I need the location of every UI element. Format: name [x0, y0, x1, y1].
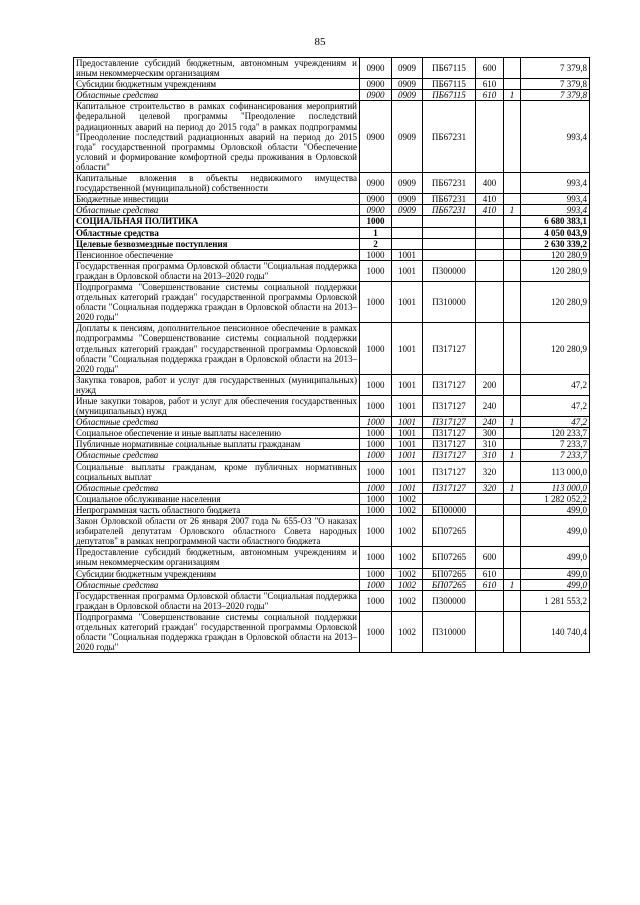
row-name-cell: Социальное обеспечение и иные выплаты населению — [74, 428, 360, 439]
subsection-code-cell: 1001 — [392, 450, 423, 461]
funding-source-cell — [504, 194, 521, 205]
expense-type-cell: 600 — [476, 547, 504, 568]
amount-cell: 2 630 339,2 — [521, 238, 590, 249]
subsection-code-cell — [392, 227, 423, 238]
amount-cell: 499,0 — [521, 579, 590, 590]
expense-type-cell — [476, 323, 504, 374]
table-row — [74, 493, 590, 504]
section-code-cell: 1000 — [360, 281, 392, 322]
expense-type-cell — [476, 101, 504, 173]
funding-source-cell — [504, 428, 521, 439]
amount-cell: 47,2 — [521, 374, 590, 395]
budget-table — [73, 57, 590, 653]
target-article-cell: П310000 — [423, 281, 476, 322]
table-row — [74, 374, 590, 395]
funding-source-cell: 1 — [504, 90, 521, 101]
section-code-cell: 0900 — [360, 58, 392, 79]
expense-type-cell: 300 — [476, 428, 504, 439]
subsection-code-cell: 1001 — [392, 461, 423, 482]
table-row — [74, 611, 590, 652]
funding-source-cell: 1 — [504, 417, 521, 428]
amount-cell: 993,4 — [521, 173, 590, 194]
section-code-cell: 1000 — [360, 504, 392, 515]
subsection-code-cell: 0909 — [392, 173, 423, 194]
row-name-cell: Областные средства — [74, 205, 360, 216]
row-name-cell: Публичные нормативные социальные выплаты гражданам — [74, 439, 360, 450]
section-code-cell: 0900 — [360, 205, 392, 216]
funding-source-cell — [504, 323, 521, 374]
section-code-cell: 1000 — [360, 611, 392, 652]
amount-cell: 1 282 052,2 — [521, 493, 590, 504]
amount-cell: 120 280,9 — [521, 260, 590, 281]
funding-source-cell — [504, 227, 521, 238]
page-number: 85 — [314, 36, 326, 48]
subsection-code-cell: 0909 — [392, 101, 423, 173]
table-row — [74, 504, 590, 515]
subsection-code-cell: 1002 — [392, 579, 423, 590]
subsection-code-cell: 1001 — [392, 323, 423, 374]
section-code-cell: 2 — [360, 238, 392, 249]
row-name-cell: Подпрограмма "Совершенствование системы социальной поддержки отдельных категорий граждан" государственной программы Орловской области "Социальная поддержка граждан в Орловской области на 2013–2020 годы" — [74, 281, 360, 322]
row-name-cell: Субсидии бюджетным учреждениям — [74, 568, 360, 579]
row-name-cell: Иные закупки товаров, работ и услуг для обеспечения государственных (муниципальных) нужд — [74, 396, 360, 417]
amount-cell: 993,4 — [521, 101, 590, 173]
row-name-cell: Подпрограмма "Совершенствование системы социальной поддержки отдельных категорий граждан" государственной программы Орловской области "Социальная поддержка граждан в Орловской области на 2013–2020 годы" — [74, 611, 360, 652]
section-code-cell: 1000 — [360, 417, 392, 428]
subsection-code-cell: 1001 — [392, 249, 423, 260]
funding-source-cell: 1 — [504, 482, 521, 493]
row-name-cell: Непрограммная часть областного бюджета — [74, 504, 360, 515]
subsection-code-cell: 0909 — [392, 205, 423, 216]
funding-source-cell: 1 — [504, 579, 521, 590]
amount-cell: 499,0 — [521, 516, 590, 547]
funding-source-cell — [504, 439, 521, 450]
funding-source-cell — [504, 173, 521, 194]
table-row — [74, 516, 590, 547]
subsection-code-cell: 1001 — [392, 482, 423, 493]
funding-source-cell — [504, 374, 521, 395]
section-code-cell: 0900 — [360, 79, 392, 90]
target-article-cell: ПБ67115 — [423, 79, 476, 90]
table-row — [74, 579, 590, 590]
funding-source-cell — [504, 568, 521, 579]
amount-cell: 120 280,9 — [521, 281, 590, 322]
target-article-cell: ПБ67231 — [423, 101, 476, 173]
subsection-code-cell — [392, 216, 423, 227]
amount-cell: 120 233,7 — [521, 428, 590, 439]
expense-type-cell: 310 — [476, 439, 504, 450]
target-article-cell: П317127 — [423, 417, 476, 428]
expense-type-cell — [476, 504, 504, 515]
expense-type-cell — [476, 590, 504, 611]
row-name-cell: Областные средства — [74, 227, 360, 238]
table-row — [74, 216, 590, 227]
section-code-cell: 1000 — [360, 516, 392, 547]
expense-type-cell — [476, 281, 504, 322]
funding-source-cell — [504, 58, 521, 79]
target-article-cell — [423, 249, 476, 260]
table-row — [74, 281, 590, 322]
section-code-cell: 1000 — [360, 568, 392, 579]
table-row — [74, 101, 590, 173]
table-row — [74, 428, 590, 439]
target-article-cell: ПБ67115 — [423, 90, 476, 101]
row-name-cell: Областные средства — [74, 417, 360, 428]
section-code-cell: 0900 — [360, 90, 392, 101]
row-name-cell: Областные средства — [74, 90, 360, 101]
section-code-cell: 1000 — [360, 450, 392, 461]
subsection-code-cell: 1001 — [392, 417, 423, 428]
amount-cell: 140 740,4 — [521, 611, 590, 652]
amount-cell: 993,4 — [521, 205, 590, 216]
row-name-cell: Областные средства — [74, 450, 360, 461]
target-article-cell: П317127 — [423, 374, 476, 395]
target-article-cell: П317127 — [423, 323, 476, 374]
target-article-cell: ПБ67231 — [423, 205, 476, 216]
subsection-code-cell: 1002 — [392, 493, 423, 504]
row-name-cell: Социальные выплаты гражданам, кроме публичных нормативных социальных выплат — [74, 461, 360, 482]
target-article-cell: ПБ67231 — [423, 194, 476, 205]
subsection-code-cell: 1001 — [392, 260, 423, 281]
table-row — [74, 260, 590, 281]
row-name-cell: Областные средства — [74, 579, 360, 590]
section-code-cell: 1000 — [360, 374, 392, 395]
target-article-cell: П317127 — [423, 428, 476, 439]
expense-type-cell — [476, 493, 504, 504]
amount-cell: 7 379,8 — [521, 79, 590, 90]
funding-source-cell: 1 — [504, 450, 521, 461]
expense-type-cell — [476, 227, 504, 238]
row-name-cell: Предоставление субсидий бюджетным, автономным учреждениям и иным некоммерческим организациям — [74, 547, 360, 568]
funding-source-cell — [504, 590, 521, 611]
expense-type-cell — [476, 216, 504, 227]
row-name-cell: Субсидии бюджетным учреждениям — [74, 79, 360, 90]
expense-type-cell — [476, 238, 504, 249]
amount-cell: 1 281 553,2 — [521, 590, 590, 611]
section-code-cell: 1000 — [360, 249, 392, 260]
amount-cell: 113 000,0 — [521, 461, 590, 482]
subsection-code-cell: 0909 — [392, 194, 423, 205]
section-code-cell: 1000 — [360, 547, 392, 568]
expense-type-cell: 200 — [476, 374, 504, 395]
row-name-cell: Социальное обслуживание населения — [74, 493, 360, 504]
funding-source-cell — [504, 504, 521, 515]
expense-type-cell: 600 — [476, 58, 504, 79]
target-article-cell — [423, 238, 476, 249]
target-article-cell: П317127 — [423, 439, 476, 450]
funding-source-cell — [504, 249, 521, 260]
row-name-cell: Закупка товаров, работ и услуг для государственных (муниципальных) нужд — [74, 374, 360, 395]
subsection-code-cell: 1001 — [392, 281, 423, 322]
expense-type-cell — [476, 260, 504, 281]
row-name-cell: Доплаты к пенсиям, дополнительное пенсионное обеспечение в рамках подпрограммы "Совершенствование системы социальной поддержки отдельных категорий граждан" государственной программы Орловской области "Социальная поддержка граждан в Орловской области на 2013–2020 годы" — [74, 323, 360, 374]
expense-type-cell: 610 — [476, 568, 504, 579]
table-row — [74, 547, 590, 568]
funding-source-cell — [504, 260, 521, 281]
amount-cell: 7 233,7 — [521, 450, 590, 461]
table-row — [74, 194, 590, 205]
expense-type-cell: 410 — [476, 205, 504, 216]
subsection-code-cell: 1001 — [392, 396, 423, 417]
section-code-cell: 1000 — [360, 260, 392, 281]
subsection-code-cell: 1001 — [392, 428, 423, 439]
funding-source-cell — [504, 216, 521, 227]
target-article-cell: ПБ67231 — [423, 173, 476, 194]
target-article-cell: БП07265 — [423, 579, 476, 590]
table-row — [74, 90, 590, 101]
amount-cell: 6 680 383,1 — [521, 216, 590, 227]
funding-source-cell — [504, 516, 521, 547]
amount-cell: 499,0 — [521, 547, 590, 568]
target-article-cell: П317127 — [423, 450, 476, 461]
row-name-cell: Предоставление субсидий бюджетным, автономным учреждениям и иным некоммерческим организациям — [74, 58, 360, 79]
row-name-cell: СОЦИАЛЬНАЯ ПОЛИТИКА — [74, 216, 360, 227]
table-row — [74, 249, 590, 260]
funding-source-cell — [504, 611, 521, 652]
expense-type-cell — [476, 516, 504, 547]
section-code-cell: 1000 — [360, 216, 392, 227]
funding-source-cell: 1 — [504, 205, 521, 216]
section-code-cell: 1000 — [360, 482, 392, 493]
section-code-cell: 1000 — [360, 396, 392, 417]
table-row — [74, 439, 590, 450]
table-row — [74, 58, 590, 79]
section-code-cell: 1000 — [360, 590, 392, 611]
target-article-cell: П317127 — [423, 396, 476, 417]
amount-cell: 4 050 043,9 — [521, 227, 590, 238]
subsection-code-cell: 1002 — [392, 516, 423, 547]
subsection-code-cell: 1002 — [392, 568, 423, 579]
amount-cell: 120 280,9 — [521, 249, 590, 260]
subsection-code-cell: 0909 — [392, 79, 423, 90]
amount-cell: 120 280,9 — [521, 323, 590, 374]
target-article-cell: БП07265 — [423, 516, 476, 547]
target-article-cell: БП00000 — [423, 504, 476, 515]
target-article-cell — [423, 227, 476, 238]
row-name-cell: Государственная программа Орловской области "Социальная поддержка граждан в Орловской области на 2013–2020 годы" — [74, 590, 360, 611]
table-row — [74, 205, 590, 216]
expense-type-cell: 610 — [476, 79, 504, 90]
funding-source-cell — [504, 101, 521, 173]
subsection-code-cell: 1001 — [392, 439, 423, 450]
row-name-cell: Закон Орловской области от 26 января 2007 года № 655-ОЗ "О наказах избирателей депутатам Орловского областного Совета народных депутатов" в рамках непрограммной части областного бюджета — [74, 516, 360, 547]
amount-cell: 113 000,0 — [521, 482, 590, 493]
section-code-cell: 1 — [360, 227, 392, 238]
expense-type-cell: 240 — [476, 396, 504, 417]
row-name-cell: Государственная программа Орловской области "Социальная поддержка граждан в Орловской области на 2013–2020 годы" — [74, 260, 360, 281]
subsection-code-cell: 0909 — [392, 58, 423, 79]
expense-type-cell — [476, 249, 504, 260]
amount-cell: 47,2 — [521, 417, 590, 428]
section-code-cell: 1000 — [360, 428, 392, 439]
target-article-cell: П310000 — [423, 611, 476, 652]
funding-source-cell — [504, 238, 521, 249]
section-code-cell: 1000 — [360, 439, 392, 450]
expense-type-cell: 310 — [476, 450, 504, 461]
section-code-cell: 1000 — [360, 323, 392, 374]
section-code-cell: 0900 — [360, 101, 392, 173]
target-article-cell: П317127 — [423, 482, 476, 493]
row-name-cell: Пенсионное обеспечение — [74, 249, 360, 260]
table-row — [74, 461, 590, 482]
target-article-cell: БП07265 — [423, 547, 476, 568]
target-article-cell: БП07265 — [423, 568, 476, 579]
funding-source-cell — [504, 281, 521, 322]
expense-type-cell: 400 — [476, 173, 504, 194]
row-name-cell: Целевые безвозмездные поступления — [74, 238, 360, 249]
row-name-cell: Капитальное строительство в рамках софинансирования мероприятий федеральной целевой программы "Преодоление последствий радиационных аварий на период до 2015 года" в рамках подпрограммы "Преодоление последствий радиационных аварий на период до 2015 года" государственной программы Орловской области "Обеспечение условий и формирование комфортной среды проживания в Орловской области" — [74, 101, 360, 173]
amount-cell: 993,4 — [521, 194, 590, 205]
funding-source-cell — [504, 461, 521, 482]
section-code-cell: 0900 — [360, 194, 392, 205]
table-row — [74, 450, 590, 461]
table-body — [74, 58, 590, 653]
target-article-cell — [423, 216, 476, 227]
expense-type-cell: 610 — [476, 90, 504, 101]
subsection-code-cell: 0909 — [392, 90, 423, 101]
section-code-cell: 1000 — [360, 461, 392, 482]
table-row — [74, 590, 590, 611]
amount-cell: 499,0 — [521, 504, 590, 515]
section-code-cell: 0900 — [360, 173, 392, 194]
amount-cell: 499,0 — [521, 568, 590, 579]
expense-type-cell: 320 — [476, 461, 504, 482]
subsection-code-cell: 1002 — [392, 611, 423, 652]
table-row — [74, 396, 590, 417]
amount-cell: 7 379,8 — [521, 58, 590, 79]
amount-cell: 47,2 — [521, 396, 590, 417]
funding-source-cell — [504, 547, 521, 568]
table-row — [74, 323, 590, 374]
funding-source-cell — [504, 79, 521, 90]
expense-type-cell: 410 — [476, 194, 504, 205]
funding-source-cell — [504, 396, 521, 417]
expense-type-cell: 320 — [476, 482, 504, 493]
table-row — [74, 173, 590, 194]
amount-cell: 7 379,8 — [521, 90, 590, 101]
section-code-cell: 1000 — [360, 493, 392, 504]
expense-type-cell — [476, 611, 504, 652]
row-name-cell: Бюджетные инвестиции — [74, 194, 360, 205]
table-row — [74, 417, 590, 428]
funding-source-cell — [504, 493, 521, 504]
target-article-cell: ПБ67115 — [423, 58, 476, 79]
subsection-code-cell — [392, 238, 423, 249]
table-row — [74, 482, 590, 493]
subsection-code-cell: 1001 — [392, 374, 423, 395]
section-code-cell: 1000 — [360, 579, 392, 590]
target-article-cell: П300000 — [423, 260, 476, 281]
amount-cell: 7 233,7 — [521, 439, 590, 450]
table-row — [74, 227, 590, 238]
row-name-cell: Капитальные вложения в объекты недвижимого имущества государственной (муниципальной) собственности — [74, 173, 360, 194]
target-article-cell: П300000 — [423, 590, 476, 611]
table-row — [74, 238, 590, 249]
subsection-code-cell: 1002 — [392, 547, 423, 568]
target-article-cell: П317127 — [423, 461, 476, 482]
subsection-code-cell: 1002 — [392, 590, 423, 611]
table-row — [74, 568, 590, 579]
subsection-code-cell: 1002 — [392, 504, 423, 515]
expense-type-cell: 610 — [476, 579, 504, 590]
row-name-cell: Областные средства — [74, 482, 360, 493]
expense-type-cell: 240 — [476, 417, 504, 428]
table-row — [74, 79, 590, 90]
target-article-cell — [423, 493, 476, 504]
